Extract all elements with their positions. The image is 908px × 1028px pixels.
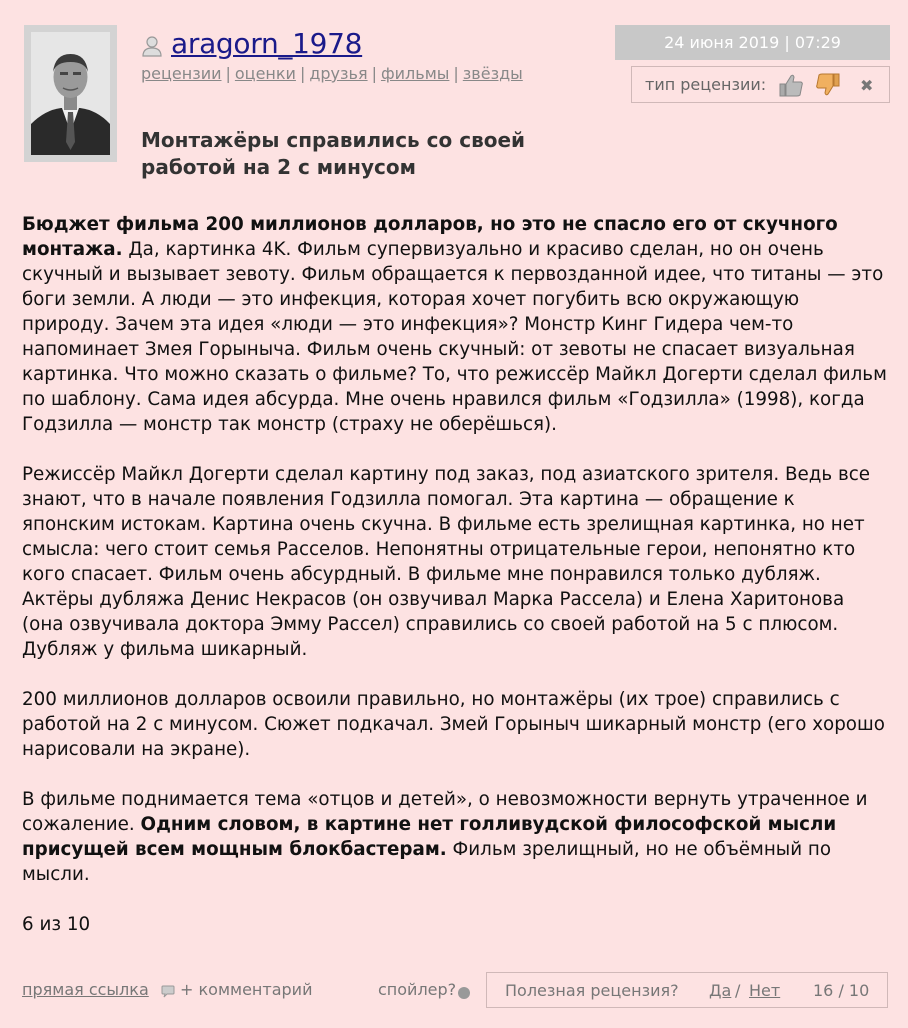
review-bold-text: Бюджет фильма 200 миллионов долларов, но это не спасло его от скучного монтажа.	[22, 214, 838, 260]
thumbs-up-icon[interactable]	[777, 71, 805, 99]
review-type-panel	[631, 66, 890, 103]
thumbs-down-icon[interactable]	[814, 71, 842, 99]
user-icon	[141, 35, 163, 57]
nav-reviews-link[interactable]: рецензии	[141, 64, 222, 83]
review-type-label: тип рецензии:	[645, 75, 767, 94]
review-paragraph: Бюджет фильма 200 миллионов долларов, но это не спасло его от скучного монтажа. Да, картинка 4K. Фильм супервизуально и красиво сделан, но он очень скучный и вызывает зевоту. Фильм обращается к первозданной идее, что титаны — это боги земли. А люди — это инфекция, которая хочет погубить всю окружающую природу. Зачем эта идея «люди — это инфекция»? Монстр Кинг Гидера чем-то напоминает Змея Горыныча. Фильм очень скучный: от зевоты не спасает визуальная картинка. Что можно сказать о фильме? То, что режиссёр Майкл Догерти сделал фильм по шаблону. Сама идея абсурда. Мне очень нравился фильм «Годзилла» (1998), когда Годзилла — монстр так монстр (страху не оберёшься).	[22, 214, 887, 435]
add-comment-link[interactable]: + комментарий	[180, 980, 313, 999]
useful-separator: /	[735, 981, 741, 1000]
review-date: 24 июня 2019 | 07:29	[615, 25, 890, 60]
user-nav: рецензии | оценки | друзья | фильмы | звёзды	[141, 64, 523, 83]
username-link[interactable]: aragorn_1978	[171, 27, 363, 60]
review-footer	[0, 972, 908, 1010]
review-paragraph: 200 миллионов долларов освоили правильно, но монтажёры (их трое) справились с работой на 2 с минусом. Сюжет подкачал. Змей Горыныч шикарный монстр (его хорошо нарисовали на экране).	[22, 689, 885, 760]
avatar-photo	[31, 32, 110, 155]
nav-films-link[interactable]: фильмы	[380, 64, 450, 83]
useful-no-link[interactable]: Нет	[749, 981, 781, 1000]
spoiler-label[interactable]: спойлер?	[378, 980, 457, 999]
useful-review-panel	[486, 972, 888, 1008]
review-title: Монтажёры справились со своей работой на 2 с минусом	[141, 128, 526, 179]
review-paragraph: В фильме поднимается тема «отцов и детей», о невозможности вернуть утраченное и сожаление. Одним словом, в картине нет голливудской философской мысли присущей всем мощным блокбастерам. Фильм зрелищный, но не объёмный по мысли.	[22, 789, 868, 885]
close-icon[interactable]: ✖	[860, 76, 874, 95]
spoiler-toggle-icon[interactable]	[458, 987, 470, 999]
review-rating: 6 из 10	[22, 914, 91, 935]
review-paragraph: Режиссёр Майкл Догерти сделал картину под заказ, под азиатского зрителя. Ведь все знают, что в начале появления Годзилла помогал. Эта картина — обращение к японским истокам. Картина очень скучна. В фильме есть зрелищная картинка, но нет смысла: чего стоит семья Расселов. Непонятны отрицательные герои, непонятно кто кого спасает. Фильм очень абсурдный. В фильме мне понравился только дубляж. Актёры дубляжа Денис Некрасов (он озвучивал Марка Рассела) и Елена Харитонова (она озвучивала доктора Эмму Рассел) справились со своей работой на 5 с плюсом. Дубляж у фильма шикарный.	[22, 464, 871, 660]
direct-link[interactable]: прямая ссылка	[22, 980, 149, 999]
nav-stars-link[interactable]: звёзды	[462, 64, 523, 83]
review-body	[22, 212, 888, 962]
nav-friends-link[interactable]: друзья	[309, 64, 368, 83]
comment-icon	[161, 985, 175, 998]
useful-yes-link[interactable]: Да	[709, 981, 732, 1000]
nav-ratings-link[interactable]: оценки	[234, 64, 296, 83]
useful-review-label: Полезная рецензия?	[505, 981, 679, 1000]
review-bold-text: Одним словом, в картине нет голливудской философской мысли присущей всем мощным блокбастерам.	[22, 814, 837, 860]
useful-vote-count: 16 / 10	[813, 981, 870, 1000]
avatar[interactable]	[24, 25, 117, 162]
